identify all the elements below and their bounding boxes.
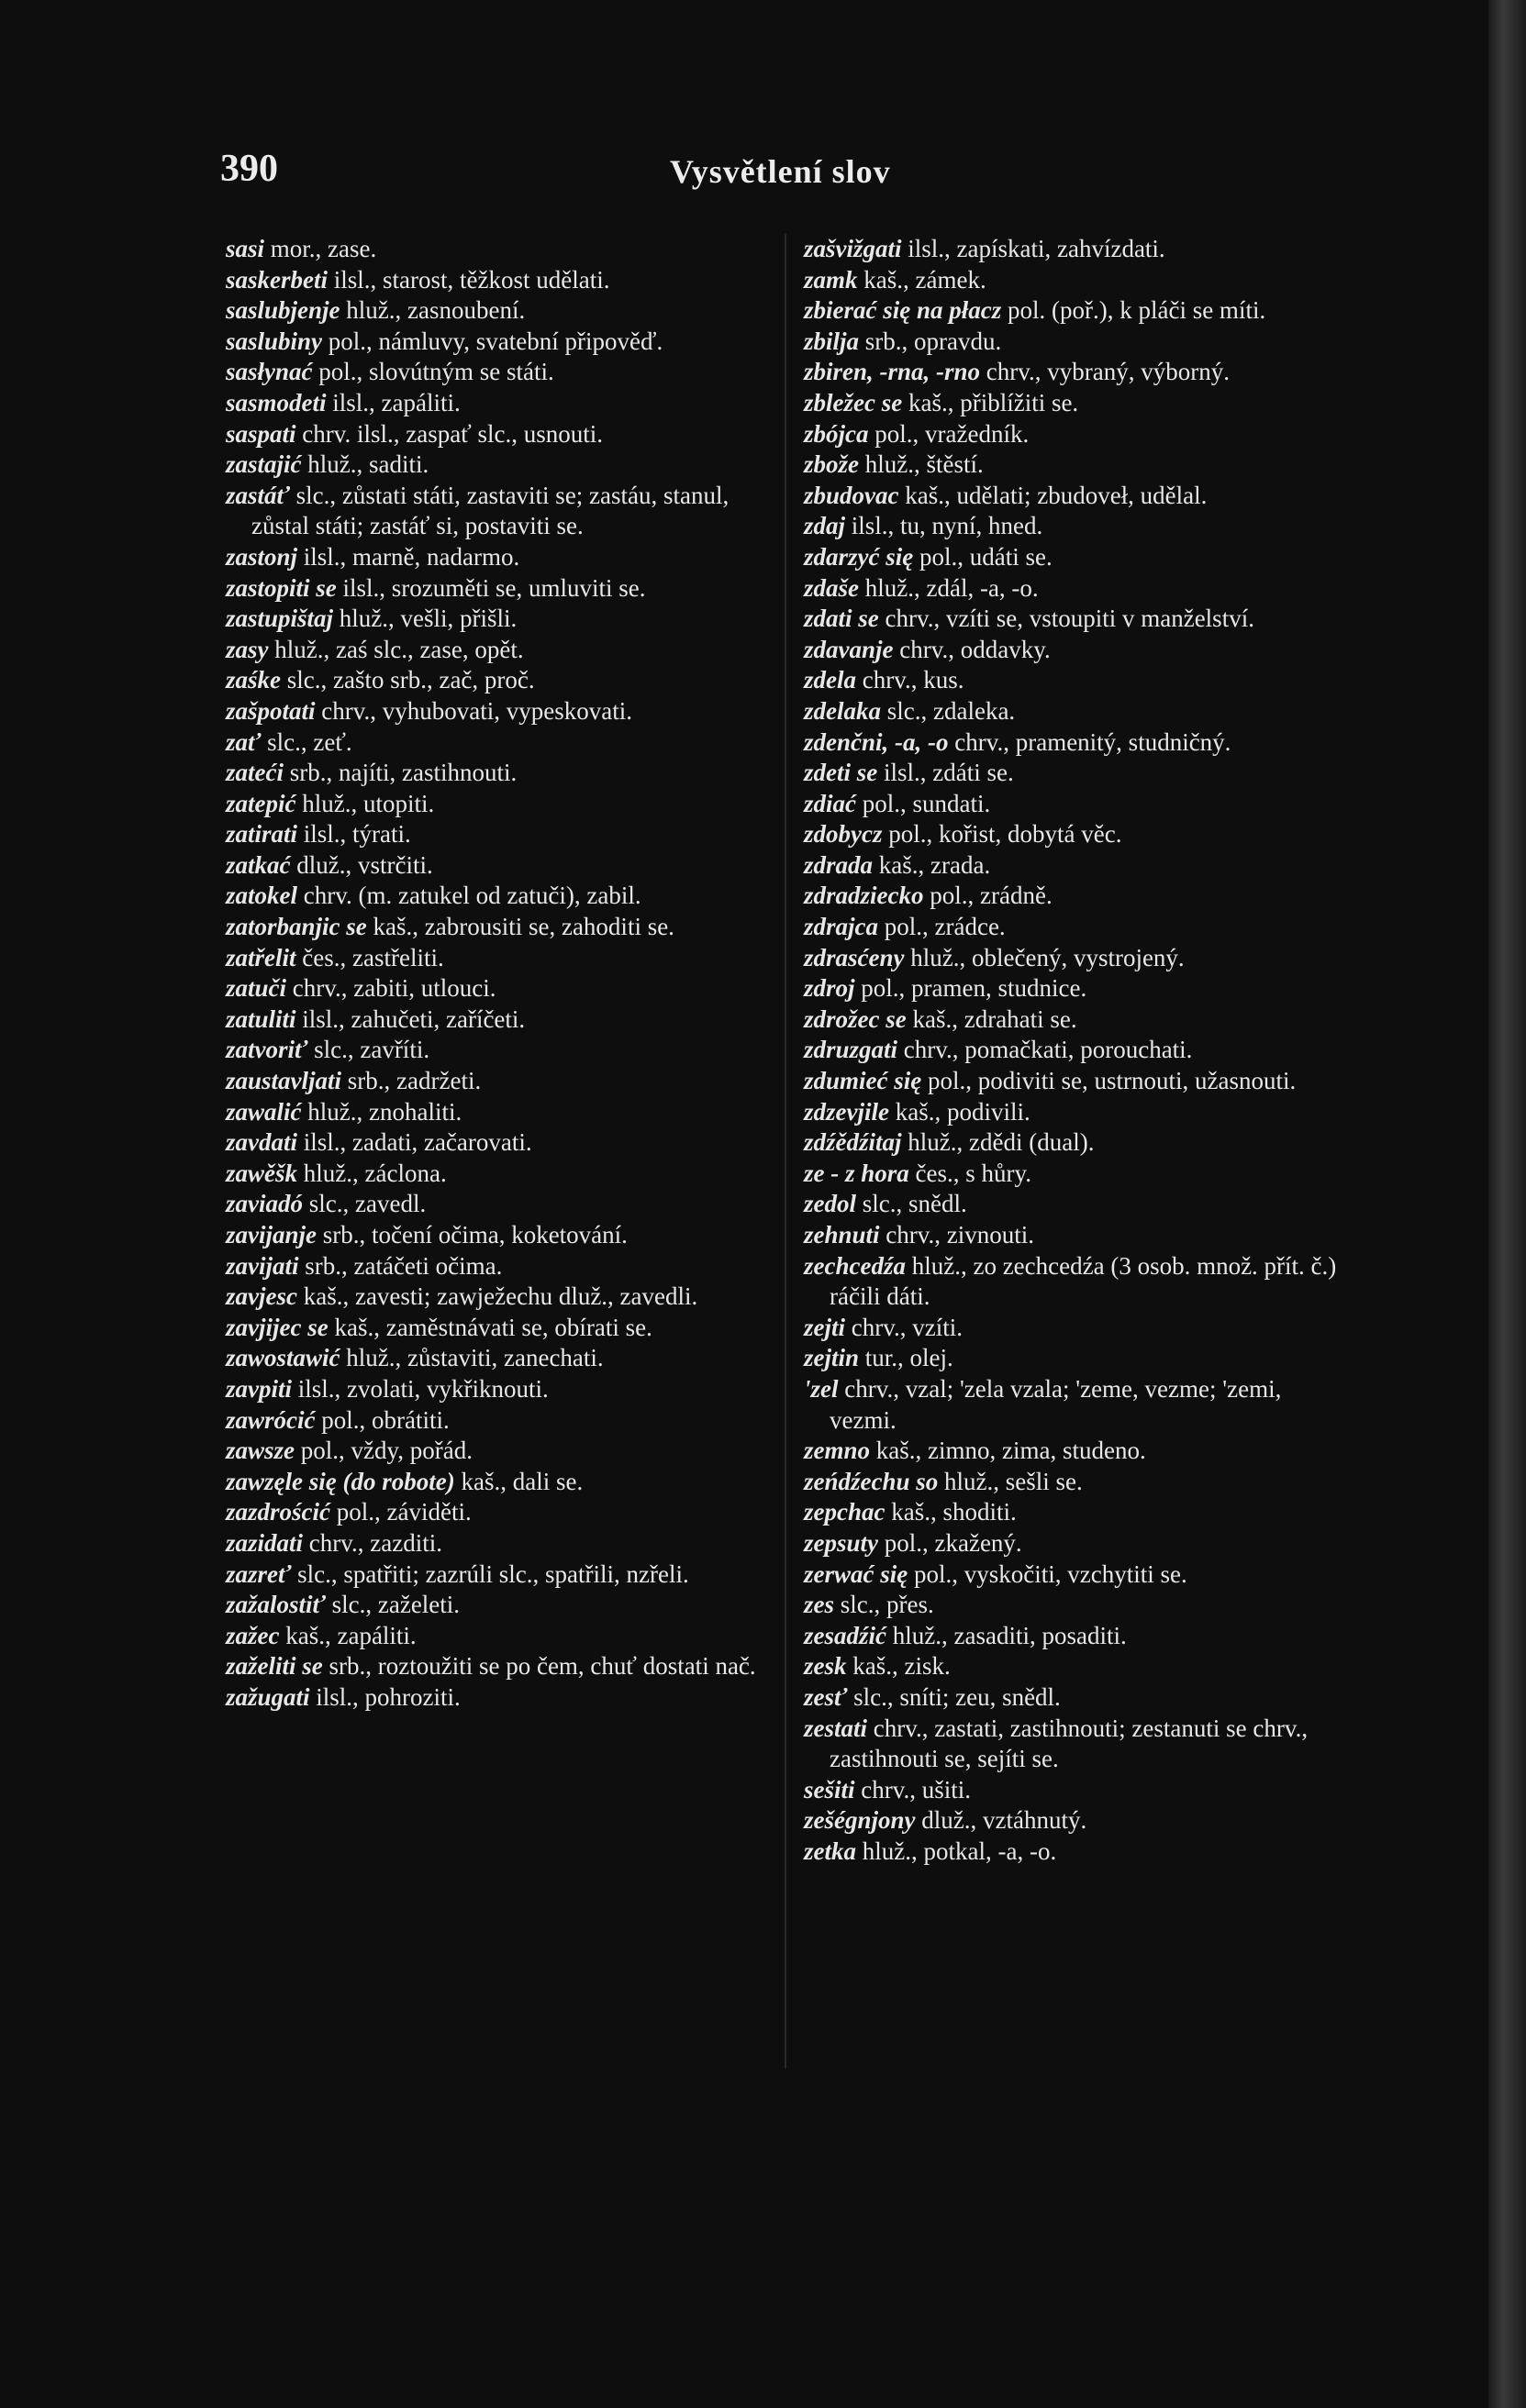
dictionary-entry xyxy=(804,1374,1345,1436)
headword: zetka xyxy=(804,1837,856,1865)
page-edge xyxy=(1488,0,1526,2408)
dictionary-entry xyxy=(804,1528,1345,1559)
definition: srb., zatáčeti očima. xyxy=(298,1251,503,1280)
headword: zbležec se xyxy=(804,388,903,416)
dictionary-entry xyxy=(226,1189,776,1220)
dictionary-entry xyxy=(804,1467,1345,1498)
headword: zdavanje xyxy=(804,635,894,663)
headword: zbože xyxy=(804,450,859,479)
dictionary-entry xyxy=(226,1159,776,1190)
definition: kaš., zimno, zima, studeno. xyxy=(870,1437,1146,1465)
dictionary-entry xyxy=(804,758,1345,789)
definition: ilsl., zdáti se. xyxy=(877,759,1014,787)
dictionary-entry xyxy=(226,665,776,696)
definition: pol., námluvy, svatební připověď. xyxy=(322,327,663,355)
headword: zavdati xyxy=(226,1128,297,1157)
dictionary-entry xyxy=(226,327,776,358)
definition: pol., vražedník. xyxy=(868,419,1030,448)
dictionary-entry xyxy=(804,819,1345,850)
dictionary-entry xyxy=(226,1251,776,1282)
definition: slc., přes. xyxy=(834,1591,934,1619)
dictionary-entry xyxy=(804,1097,1345,1128)
dictionary-entry xyxy=(804,1621,1345,1652)
headword: zavijati xyxy=(226,1251,299,1280)
dictionary-entry xyxy=(804,1497,1345,1528)
definition: chrv., zastati, zastihnouti; zestanuti se chrv., zastihnouti se, sejíti se. xyxy=(830,1714,1309,1773)
headword: 'zel xyxy=(804,1374,839,1403)
dictionary-entry xyxy=(804,1651,1345,1682)
definition: mor., zase. xyxy=(264,235,377,262)
definition: hluž., štěstí. xyxy=(859,450,984,479)
dictionary-entry xyxy=(804,234,1345,265)
dictionary-entry xyxy=(226,481,776,542)
headword: zažalostiť xyxy=(226,1591,326,1619)
dictionary-entry xyxy=(226,449,776,481)
definition: chrv., kus. xyxy=(856,666,964,694)
dictionary-entry xyxy=(804,665,1345,696)
dictionary-entry xyxy=(226,1559,776,1591)
headword: zašpotati xyxy=(226,696,316,725)
headword: zepsuty xyxy=(804,1528,878,1557)
headword: zaśke xyxy=(226,666,281,694)
dictionary-entry xyxy=(804,1189,1345,1220)
dictionary-entry xyxy=(226,1436,776,1467)
dictionary-entry xyxy=(804,1775,1345,1806)
dictionary-entry xyxy=(226,1097,776,1128)
headword: zešégnjony xyxy=(804,1806,916,1835)
definition: pol., podiviti se, ustrnouti, užasnouti. xyxy=(921,1067,1297,1095)
definition: slc., zavedl. xyxy=(303,1190,427,1218)
headword: zdati se xyxy=(804,605,879,633)
dictionary-entry xyxy=(804,727,1345,759)
definition: hluž., utopiti. xyxy=(295,789,435,817)
headword: zdrada xyxy=(804,850,874,879)
headword: zatkać xyxy=(226,850,291,879)
dictionary-entry xyxy=(804,1127,1345,1159)
headword: saslubiny xyxy=(226,327,323,355)
headword: zašvižgati xyxy=(804,235,902,262)
headword: zdradziecko xyxy=(804,882,924,910)
headword: zateći xyxy=(226,759,284,787)
headword: zavjijec se xyxy=(226,1313,329,1341)
definition: slc., zašto srb., zač, proč. xyxy=(281,666,535,694)
headword: zawzęle się (do robote) xyxy=(226,1467,455,1495)
dictionary-entry xyxy=(804,1220,1345,1251)
headword: zastupištaj xyxy=(226,605,334,633)
dictionary-entry xyxy=(226,819,776,850)
dictionary-entry xyxy=(226,295,776,327)
headword: zbiren, -rna, -rno xyxy=(804,358,981,386)
dictionary-entry xyxy=(804,1159,1345,1190)
definition: dluž., vztáhnutý. xyxy=(915,1806,1087,1835)
definition: hluž., zůstaviti, zanechati. xyxy=(340,1344,604,1372)
definition: kaš., zapáliti. xyxy=(279,1621,417,1649)
headword: zažec xyxy=(226,1621,280,1649)
headword: saslubjenje xyxy=(226,296,340,325)
dictionary-entry xyxy=(226,789,776,820)
headword: zaustavljati xyxy=(226,1067,342,1095)
dictionary-entry xyxy=(226,1590,776,1621)
dictionary-entry xyxy=(804,1436,1345,1467)
headword: zazidati xyxy=(226,1528,304,1557)
headword: zedol xyxy=(804,1190,856,1218)
headword: zastajić xyxy=(226,450,302,479)
definition: chrv., pramenitý, studničný. xyxy=(948,727,1231,756)
dictionary-entry xyxy=(804,1682,1345,1714)
headword: zbójca xyxy=(804,419,869,448)
headword: zemno xyxy=(804,1437,871,1465)
definition: chrv. (m. zatukel od zatuči), zabil. xyxy=(297,882,641,910)
dictionary-entry xyxy=(226,265,776,296)
definition: ilsl., srozuměti se, umluviti se. xyxy=(336,573,646,602)
dictionary-entry xyxy=(226,1682,776,1714)
definition: chrv., zabiti, utlouci. xyxy=(286,974,496,1003)
definition: pol. (poř.), k pláči se míti. xyxy=(1001,296,1266,325)
headword: zatuči xyxy=(226,974,287,1003)
dictionary-entry xyxy=(804,1313,1345,1344)
headword: zdaše xyxy=(804,573,859,602)
definition: hluž., zasaditi, posaditi. xyxy=(886,1621,1127,1649)
headword: zazreť xyxy=(226,1559,292,1588)
definition: srb., roztoužiti se po čem, chuť dostati nač. xyxy=(322,1652,756,1681)
definition: ilsl., tu, nyní, hned. xyxy=(845,512,1043,540)
dictionary-entry xyxy=(804,1559,1345,1591)
headword: zdiać xyxy=(804,789,856,817)
headword: zatorbanjic se xyxy=(226,913,367,941)
headword: zbudovac xyxy=(804,481,899,509)
headword: zdrožec se xyxy=(804,1004,907,1033)
headword: zastonj xyxy=(226,542,298,571)
dictionary-entry xyxy=(804,265,1345,296)
definition: hluž., sešli se. xyxy=(938,1467,1083,1495)
headword: sasłynać xyxy=(226,358,313,386)
dictionary-entry xyxy=(226,1035,776,1066)
headword: zechcedźa xyxy=(804,1251,906,1280)
headword: zatokel xyxy=(226,882,297,910)
dictionary-entry xyxy=(804,1343,1345,1374)
definition: slc., snědl. xyxy=(856,1190,967,1218)
dictionary-entry xyxy=(804,635,1345,666)
definition: hluž., potkal, -a, -o. xyxy=(856,1837,1057,1865)
definition: ilsl., starost, těžkost udělati. xyxy=(328,265,610,294)
dictionary-entry xyxy=(226,388,776,419)
headword: zesk xyxy=(804,1652,847,1681)
dictionary-entry xyxy=(226,727,776,759)
definition: hluž., zdědi (dual). xyxy=(901,1128,1095,1157)
definition: čes., s hůry. xyxy=(908,1159,1031,1187)
definition: slc., zdaleka. xyxy=(881,696,1016,725)
definition: čes., zastřeliti. xyxy=(295,943,444,971)
definition: kaš., dali se. xyxy=(454,1467,584,1495)
headword: zdzevjile xyxy=(804,1097,889,1126)
headword: zatvoriť xyxy=(226,1036,308,1064)
definition: kaš., zavesti; zawježechu dluž., zavedli. xyxy=(296,1282,698,1311)
definition: chrv. ilsl., zaspať slc., usnouti. xyxy=(295,419,604,448)
headword: zatřelit xyxy=(226,943,296,971)
headword: zdeti se xyxy=(804,759,878,787)
dictionary-entry xyxy=(226,758,776,789)
headword: zerwać się xyxy=(804,1559,908,1588)
dictionary-entry xyxy=(226,635,776,666)
definition: slc., sníti; zeu, snědl. xyxy=(847,1682,1061,1711)
definition: ilsl., zvolati, vykřiknouti. xyxy=(292,1374,549,1403)
dictionary-entry xyxy=(226,1004,776,1036)
headword: zbierać się na płacz xyxy=(804,296,1002,325)
headword: zawsze xyxy=(226,1437,295,1465)
headword: zať xyxy=(226,727,262,756)
headword: zažugati xyxy=(226,1682,310,1711)
definition: slc., zůstati státi, zastaviti se; zastáu, stanul, zůstal státi; zastáť si, postaviti se. xyxy=(251,481,730,540)
running-title: Vysvětlení slov xyxy=(670,153,891,190)
definition: hluž., zasnoubení. xyxy=(340,296,526,325)
definition: pol., sundati. xyxy=(856,789,991,817)
definition: slc., zaželeti. xyxy=(325,1591,461,1619)
headword: zatepić xyxy=(226,789,296,817)
definition: kaš., zisk. xyxy=(846,1652,951,1681)
headword: zawrócić xyxy=(226,1405,316,1434)
dictionary-entry xyxy=(804,1035,1345,1066)
definition: tur., olej. xyxy=(859,1344,953,1372)
headword: zdobycz xyxy=(804,820,883,849)
dictionary-entry xyxy=(226,234,776,265)
definition: ilsl., zadati, začarovati. xyxy=(297,1128,532,1157)
definition: pol., vyskočiti, vzchytiti se. xyxy=(908,1559,1187,1588)
definition: hluž., zo zechcedźa (3 osob. množ. přít. č.) ráčili dáti. xyxy=(830,1251,1337,1311)
definition: ilsl., pohroziti. xyxy=(309,1682,461,1711)
headword: saspati xyxy=(226,419,296,448)
definition: hluž., znohaliti. xyxy=(301,1097,462,1126)
headword: zepchac xyxy=(804,1498,886,1526)
dictionary-entry xyxy=(804,604,1345,635)
dictionary-entry xyxy=(804,1837,1345,1868)
headword: zavjesc xyxy=(226,1282,297,1311)
dictionary-entry xyxy=(804,388,1345,419)
column-divider xyxy=(785,234,786,2069)
headword: zdela xyxy=(804,666,856,694)
headword: zejti xyxy=(804,1313,845,1341)
headword: zdaj xyxy=(804,512,846,540)
dictionary-entry xyxy=(226,696,776,727)
dictionary-entry xyxy=(804,357,1345,388)
dictionary-entry xyxy=(804,542,1345,573)
left-column xyxy=(226,234,776,1714)
dictionary-entry xyxy=(226,1282,776,1313)
dictionary-entry xyxy=(226,542,776,573)
definition: chrv., vybraný, výborný. xyxy=(980,358,1230,386)
headword: zbilja xyxy=(804,327,860,355)
dictionary-entry xyxy=(804,511,1345,542)
headword: zdarzyć się xyxy=(804,542,914,571)
headword: saskerbeti xyxy=(226,265,328,294)
definition: hluž., zaś slc., zase, opět. xyxy=(268,635,524,663)
dictionary-entry xyxy=(226,1220,776,1251)
headword: zesadźić xyxy=(804,1621,886,1649)
definition: ilsl., marně, nadarmo. xyxy=(297,542,520,571)
headword: zdenčni, -a, -o xyxy=(804,727,949,756)
dictionary-entry xyxy=(804,449,1345,481)
definition: pol., kořist, dobytá věc. xyxy=(882,820,1122,849)
headword: zdrajca xyxy=(804,913,878,941)
headword: zavijanje xyxy=(226,1221,317,1248)
headword: zawostawić xyxy=(226,1344,340,1372)
dictionary-entry xyxy=(804,1590,1345,1621)
definition: pol., pramen, studnice. xyxy=(854,974,1087,1003)
dictionary-entry xyxy=(226,1066,776,1097)
headword: sasmodeti xyxy=(226,388,327,416)
headword: sešiti xyxy=(804,1775,855,1803)
headword: zestati xyxy=(804,1714,868,1742)
headword: zaželiti se xyxy=(226,1652,323,1681)
definition: srb., opravdu. xyxy=(859,327,1002,355)
headword: zastopiti se xyxy=(226,573,337,602)
headword: zatuliti xyxy=(226,1004,296,1033)
dictionary-entry xyxy=(804,789,1345,820)
definition: hluž., vešli, přišli. xyxy=(333,605,518,633)
definition: chrv., zivnouti. xyxy=(879,1221,1035,1248)
definition: srb., najíti, zastihnouti. xyxy=(283,759,518,787)
definition: chrv., ušiti. xyxy=(854,1775,971,1803)
definition: hluž., záclona. xyxy=(297,1159,447,1187)
definition: kaš., zámek. xyxy=(857,265,986,294)
definition: hluž., oblečený, vystrojený. xyxy=(904,943,1185,971)
dictionary-entry xyxy=(226,573,776,605)
right-column xyxy=(804,234,1345,1867)
dictionary-entry xyxy=(226,1374,776,1405)
dictionary-entry xyxy=(804,1066,1345,1097)
definition: ilsl., zapískati, zahvízdati. xyxy=(901,235,1165,262)
dictionary-entry xyxy=(226,881,776,912)
definition: hluž., saditi. xyxy=(301,450,429,479)
definition: pol., udáti se. xyxy=(913,542,1053,571)
dictionary-entry xyxy=(226,1343,776,1374)
headword: zaviadó xyxy=(226,1190,303,1218)
dictionary-entry xyxy=(226,973,776,1004)
definition: chrv., vzíti se, vstoupiti v manželství. xyxy=(878,605,1254,633)
dictionary-entry xyxy=(226,1651,776,1682)
headword: zatirati xyxy=(226,820,298,849)
headword: zasy xyxy=(226,635,269,663)
dictionary-entry xyxy=(226,1621,776,1652)
definition: kaš., shoditi. xyxy=(885,1498,1017,1526)
headword: zehnuti xyxy=(804,1221,880,1248)
headword: zdroj xyxy=(804,974,855,1003)
dictionary-entry xyxy=(804,1004,1345,1036)
dictionary-entry xyxy=(804,481,1345,512)
definition: pol., zrádce. xyxy=(878,913,1006,941)
definition: kaš., podivili. xyxy=(888,1097,1030,1126)
dictionary-entry xyxy=(804,327,1345,358)
definition: pol., slovútným se státi. xyxy=(312,358,554,386)
dictionary-entry xyxy=(804,881,1345,912)
definition: kaš., zrada. xyxy=(873,850,991,879)
definition: pol., záviděti. xyxy=(330,1498,472,1526)
definition: slc., spatřiti; zazrúli slc., spatřili, nzřeli. xyxy=(291,1559,689,1588)
dictionary-entry xyxy=(804,1805,1345,1837)
page-number: 390 xyxy=(220,148,278,190)
definition: pol., zrádně. xyxy=(923,882,1053,910)
headword: zes xyxy=(804,1591,834,1619)
dictionary-entry xyxy=(804,973,1345,1004)
dictionary-entry xyxy=(226,912,776,943)
definition: chrv., vzal; 'zela vzala; 'zeme, vezme; 'zemi, vezmi. xyxy=(830,1374,1282,1434)
headword: zazdrościć xyxy=(226,1498,330,1526)
dictionary-entry xyxy=(226,943,776,974)
definition: chrv., vyhubovati, vypeskovati. xyxy=(315,696,632,725)
headword: zamk xyxy=(804,265,858,294)
dictionary-entry xyxy=(804,1714,1345,1775)
definition: slc., zavříti. xyxy=(307,1036,430,1064)
headword: zejtin xyxy=(804,1344,860,1372)
page-header xyxy=(220,147,1450,202)
dictionary-entry xyxy=(804,850,1345,882)
headword: zdumieć się xyxy=(804,1067,922,1095)
dictionary-entry xyxy=(226,1528,776,1559)
headword: ze - z hora xyxy=(804,1159,909,1187)
dictionary-entry xyxy=(804,696,1345,727)
definition: chrv., vzíti. xyxy=(845,1313,963,1341)
definition: kaš., zdrahati se. xyxy=(906,1004,1077,1033)
headword: zdrasćeny xyxy=(804,943,905,971)
dictionary-entry xyxy=(804,419,1345,450)
headword: zawalić xyxy=(226,1097,302,1126)
dictionary-entry xyxy=(804,1251,1345,1313)
headword: sasi xyxy=(226,235,265,262)
dictionary-entry xyxy=(226,1313,776,1344)
definition: hluž., zdál, -a, -o. xyxy=(859,573,1039,602)
dictionary-entry xyxy=(226,604,776,635)
definition: srb., točení očima, koketování. xyxy=(317,1221,628,1248)
definition: srb., zadržeti. xyxy=(341,1067,482,1095)
headword: zawěšk xyxy=(226,1159,298,1187)
dictionary-entry xyxy=(804,943,1345,974)
definition: kaš., zabrousiti se, zahoditi se. xyxy=(366,913,674,941)
dictionary-entry xyxy=(226,1127,776,1159)
dictionary-entry xyxy=(226,850,776,882)
headword: zdruzgati xyxy=(804,1036,898,1064)
dictionary-entry xyxy=(226,1497,776,1528)
headword: zeńdźechu so xyxy=(804,1467,939,1495)
definition: pol., vždy, pořád. xyxy=(295,1437,473,1465)
definition: kaš., přiblížiti se. xyxy=(902,388,1079,416)
definition: ilsl., zahučeti, zaříčeti. xyxy=(295,1004,526,1033)
dictionary-entry xyxy=(226,1467,776,1498)
definition: dluž., vstrčiti. xyxy=(290,850,433,879)
definition: chrv., oddavky. xyxy=(893,635,1051,663)
headword: zastáť xyxy=(226,481,290,509)
dictionary-entry xyxy=(226,419,776,450)
dictionary-entry xyxy=(226,357,776,388)
definition: chrv., pomačkati, porouchati. xyxy=(897,1036,1193,1064)
definition: chrv., zazditi. xyxy=(303,1528,442,1557)
definition: pol., obrátiti. xyxy=(315,1405,450,1434)
definition: pol., zkažený. xyxy=(878,1528,1022,1557)
definition: ilsl., týrati. xyxy=(297,820,411,849)
headword: zdźědźitaj xyxy=(804,1128,902,1157)
definition: kaš., udělati; zbudoveł, udělal. xyxy=(898,481,1208,509)
headword: zesť xyxy=(804,1682,848,1711)
definition: ilsl., zapáliti. xyxy=(326,388,461,416)
definition: slc., zeť. xyxy=(261,727,352,756)
dictionary-entry xyxy=(804,295,1345,327)
dictionary-entry xyxy=(226,1405,776,1437)
headword: zdelaka xyxy=(804,696,881,725)
dictionary-entry xyxy=(804,573,1345,605)
definition: kaš., zaměstnávati se, obírati se. xyxy=(328,1313,652,1341)
dictionary-entry xyxy=(804,912,1345,943)
headword: zavpiti xyxy=(226,1374,292,1403)
